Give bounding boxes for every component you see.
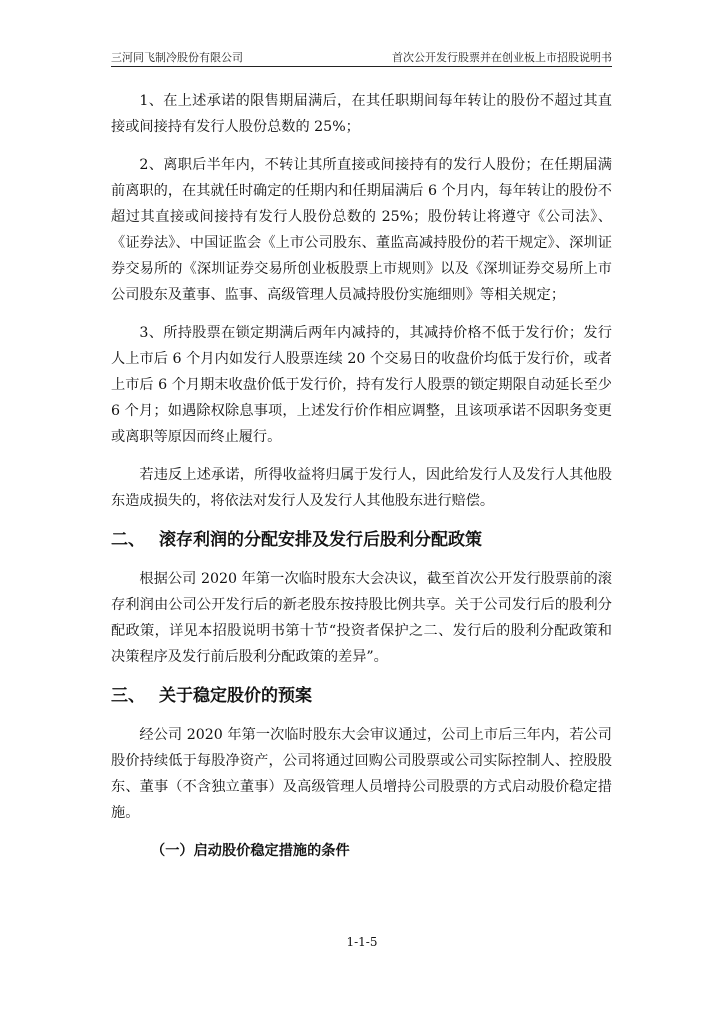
paragraph-stabilization: 经公司 2020 年第一次临时股东大会审议通过，公司上市后三年内，若公司股价持续低于每股净资产，公司将通过回购公司股票或公司实际控制人、控股股东、董事（不含独立董事）及高级管理人员增持公司股票的方式启动股价稳定措施。 — [111, 727, 612, 821]
section-number: 二、 — [111, 530, 145, 550]
header-company-name: 三河同飞制冷股份有限公司 — [111, 51, 243, 64]
paragraph-dividend: 根据公司 2020 年第一次临时股东大会决议，截至首次公开发行股票前的滚存利润由公司公开发行后的新老股东按持股比例共享。关于公司发行后的股利分配政策，详见本招股说明书第十节“投资者保护之二、发行后的股利分配政策和决策程序及发行前后股利分配政策的差异”。 — [111, 571, 612, 665]
section-heading-stabilization — [111, 682, 612, 710]
paragraph-violation: 若违反上述承诺，所得收益将归属于发行人，因此给发行人及发行人其他股东造成损失的，将依法对发行人及发行人其他股东进行赔偿。 — [111, 467, 612, 509]
section-heading-dividend — [111, 526, 612, 554]
page-header — [111, 49, 612, 67]
paragraph-commitment-1: 1、在上述承诺的限售期届满后，在其任职期间每年转让的股份不超过其直接或间接持有发行人股份总数的 25%； — [111, 93, 612, 135]
header-document-title: 首次公开发行股票并在创业板上市招股说明书 — [392, 51, 612, 64]
section-title: 关于稳定股价的预案 — [159, 686, 312, 706]
section-title: 滚存利润的分配安排及发行后股利分配政策 — [159, 530, 482, 550]
subheading-conditions: （一）启动股价稳定措施的条件 — [151, 843, 350, 859]
paragraph-commitment-3: 3、所持股票在锁定期满后两年内减持的，其减持价格不低于发行价；发行人上市后 6 个月内如发行人股票连续 20 个交易日的收盘价均低于发行价，或者上市后 6 个月期末收盘价低于发行价，持有发行人股票的锁定期限自动延长至少 6 个月；如遇除权除息事项，上述发行价作相应调整，且该项承诺不因职务变更或离职等原因而终止履行。 — [111, 325, 612, 445]
section-number: 三、 — [111, 686, 145, 706]
page-number: 1-1-5 — [346, 935, 378, 949]
header-divider — [111, 66, 612, 67]
document-body — [111, 88, 612, 864]
paragraph-commitment-2: 2、离职后半年内，不转让其所直接或间接持有的发行人股份；在任期届满前离职的，在其就任时确定的任期内和任期届满后 6 个月内，每年转让的股份不超过其直接或间接持有发行人股份总数的 25%；股份转让将遵守《公司法》、《证券法》、中国证监会《上市公司股东、董监高减持股份的若干规定》、深圳证券交易所的《深圳证券交易所创业板股票上市规则》以及《深圳证券交易所上市公司股东及董事、监事、高级管理人员减持股份实施细则》等相关规定； — [111, 157, 612, 303]
